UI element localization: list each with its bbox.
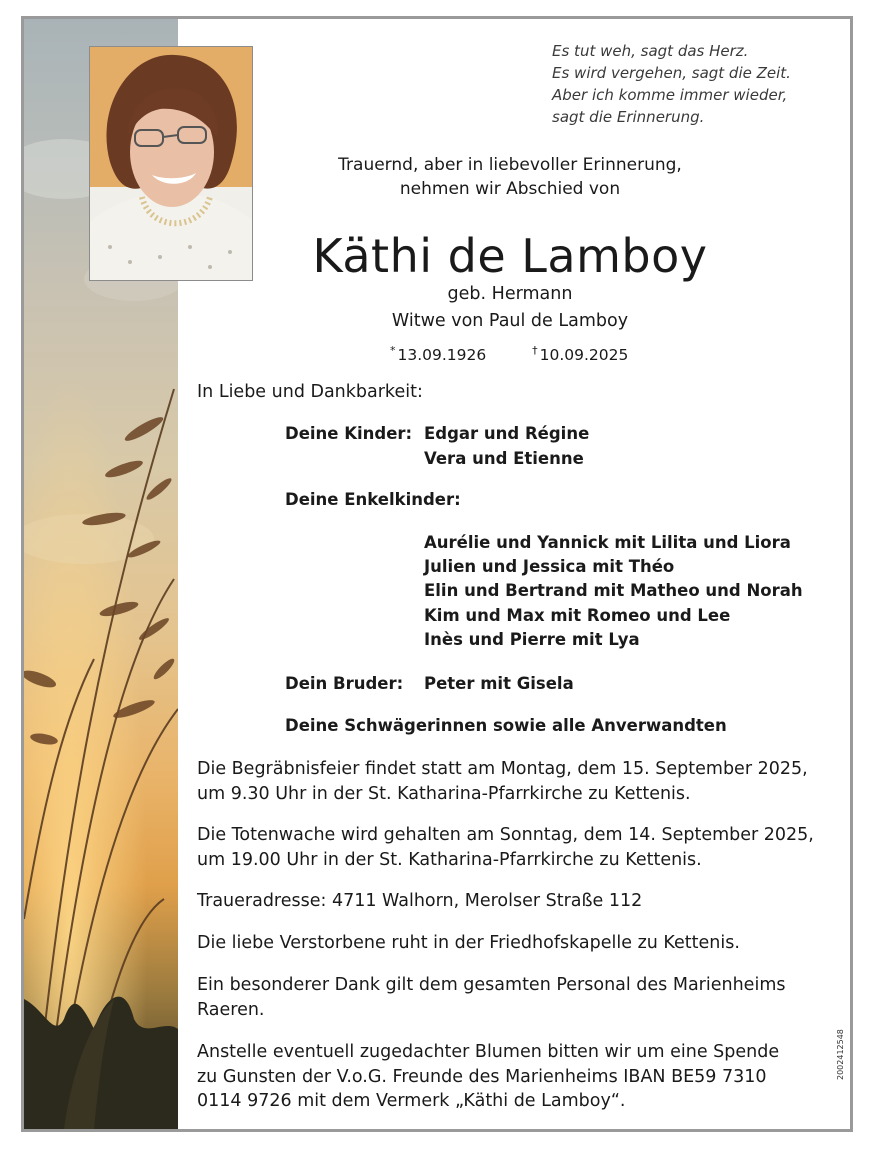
reference-code: 2002412548 <box>836 1029 845 1080</box>
funeral-line: Die Begräbnisfeier findet statt am Montag, dem 15. September 2025, <box>197 759 808 779</box>
children-line: Edgar und Régine <box>424 424 590 443</box>
birth-symbol: * <box>390 344 396 357</box>
maiden-name: geb. Hermann <box>447 284 573 304</box>
poem-line: sagt die Erinnerung. <box>552 108 705 126</box>
poem-line: Es tut weh, sagt das Herz. <box>552 42 749 60</box>
intro-text <box>300 153 720 201</box>
address-line: Traueradresse: 4711 Walhorn, Merolser Straße 112 <box>197 891 643 911</box>
funeral-notice <box>197 757 833 806</box>
birth-date: 13.09.1926 <box>397 346 487 365</box>
death-symbol: † <box>532 344 538 357</box>
mourning-address <box>197 889 833 914</box>
wake-line: Die Totenwache wird gehalten am Sonntag, dem 14. September 2025, <box>197 825 814 845</box>
poem-line: Aber ich komme immer wieder, <box>552 86 788 104</box>
sisters-in-law: Deine Schwägerinnen sowie alle Anverwandten <box>285 716 727 735</box>
grandchildren-label: Deine Enkelkinder: <box>285 490 461 509</box>
resting-place <box>197 931 833 956</box>
death-date: 10.09.2025 <box>539 346 629 365</box>
children-label: Deine Kinder: <box>285 424 413 443</box>
poem-line: Es wird vergehen, sagt die Zeit. <box>552 64 791 82</box>
intro-line: nehmen wir Abschied von <box>399 179 621 199</box>
donation-notice <box>197 1040 833 1114</box>
poem <box>552 40 842 128</box>
resting-line: Die liebe Verstorbene ruht in der Friedhofskapelle zu Kettenis. <box>197 933 740 953</box>
thanks-line: Raeren. <box>197 999 265 1020</box>
brother-name: Peter mit Gisela <box>424 674 574 693</box>
life-dates <box>390 340 650 366</box>
brother-label: Dein Bruder: <box>285 674 404 693</box>
wake-notice <box>197 823 833 872</box>
wake-line: um 19.00 Uhr in der St. Katharina-Pfarrkirche zu Kettenis. <box>197 849 702 870</box>
thanks-notice <box>197 973 833 1022</box>
family-heading: In Liebe und Dankbarkeit: <box>197 382 423 402</box>
thanks-line: Ein besonderer Dank gilt dem gesamten Personal des Marienheims <box>197 975 786 995</box>
grandchildren-line: Inès und Pierre mit Lya <box>424 630 640 649</box>
deceased-name: Käthi de Lamboy <box>312 229 708 283</box>
grandchildren-line: Aurélie und Yannick mit Lilita und Liora <box>424 533 791 552</box>
portrait-photo <box>89 46 253 281</box>
donation-line: Anstelle eventuell zugedachter Blumen bitten wir um eine Spende <box>197 1042 780 1062</box>
widow-of: Witwe von Paul de Lamboy <box>391 311 629 331</box>
funeral-line: um 9.30 Uhr in der St. Katharina-Pfarrkirche zu Kettenis. <box>197 783 691 804</box>
intro-line: Trauernd, aber in liebevoller Erinnerung, <box>338 155 682 175</box>
grandchildren-line: Elin und Bertrand mit Matheo und Norah <box>424 581 803 600</box>
donation-line: zu Gunsten der V.o.G. Freunde des Marienheims IBAN BE59 7310 <box>197 1066 767 1087</box>
children-line: Vera und Etienne <box>424 449 584 468</box>
grandchildren-line: Kim und Max mit Romeo und Lee <box>424 606 731 625</box>
grandchildren-line: Julien und Jessica mit Théo <box>424 557 675 576</box>
donation-line: 0114 9726 mit dem Vermerk „Käthi de Lamboy“. <box>197 1091 626 1111</box>
